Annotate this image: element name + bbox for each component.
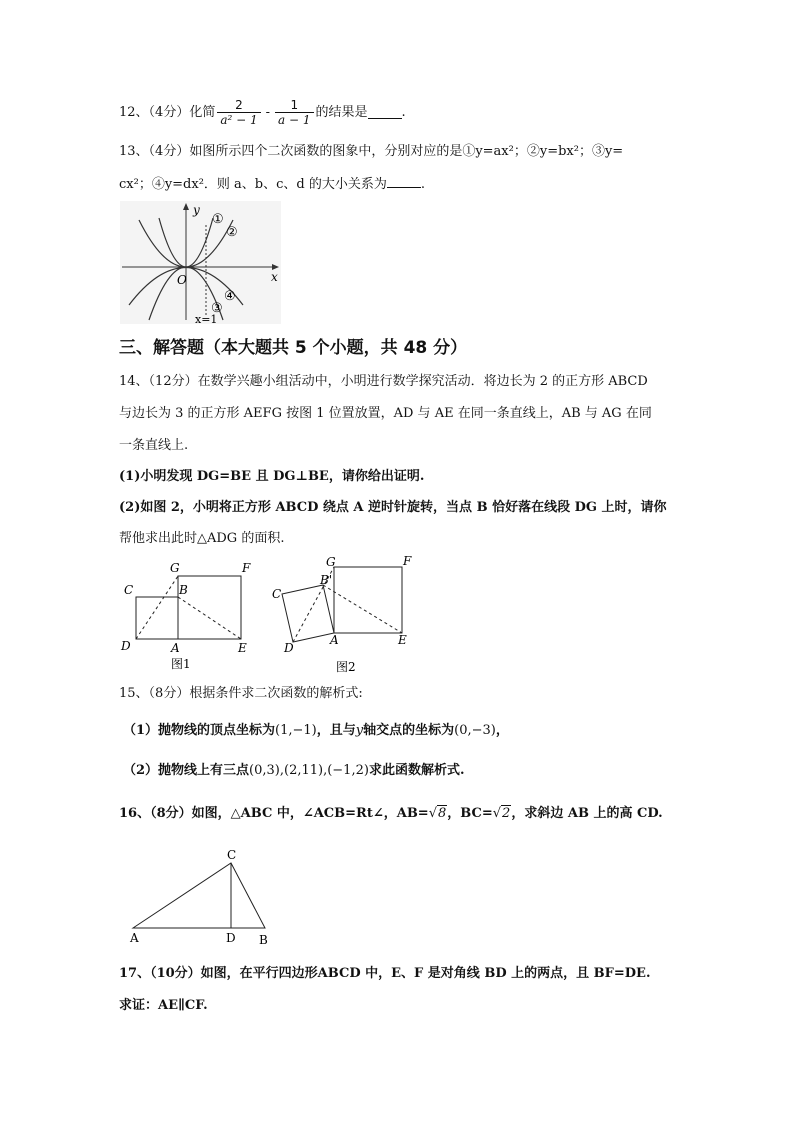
fig2-label-G: G bbox=[326, 555, 336, 569]
fig1-label-D: D bbox=[121, 639, 131, 653]
q15-intro: 15、（8分）根据条件求二次函数的解析式: bbox=[119, 686, 363, 701]
fig2-label-E: E bbox=[398, 633, 407, 647]
q13-origin-label: O bbox=[177, 273, 187, 287]
fig2-label-C: C bbox=[272, 587, 282, 601]
q12-suffix: 的结果是 bbox=[315, 104, 368, 120]
fig2-label-D: D bbox=[284, 641, 294, 655]
q13-x-equals-1-label: x=1 bbox=[195, 313, 218, 325]
fig1-label-E: E bbox=[238, 641, 247, 655]
q13-x-label: x bbox=[271, 270, 278, 284]
q12-fraction-2 bbox=[275, 98, 313, 127]
q15-p1-text-d: ， bbox=[495, 723, 509, 738]
q17-line-2: 求证：AE∥CF. bbox=[119, 998, 208, 1013]
q14-figure-1 bbox=[119, 556, 259, 674]
q15-part-2 bbox=[123, 761, 464, 781]
q15-p1-text-c: 轴交点的坐标为 bbox=[363, 723, 455, 738]
q13-curve-2-label: ② bbox=[226, 225, 238, 240]
fig1-caption: 图1 bbox=[171, 657, 191, 671]
q15-p2-points: (0,3),(2,11),(−1,2) bbox=[249, 763, 369, 778]
q14-part-2-line-1: (2)如图 2，小明将正方形 ABCD 绕点 A 逆时针旋转，当点 B 恰好落在线段 DG 上时，请你 bbox=[119, 500, 667, 515]
q15-p1-text-a: （1）抛物线的顶点坐标为 bbox=[123, 723, 276, 738]
q16-text-a: 16、（8分）如图，△ABC 中，∠ACB=Rt∠，AB= bbox=[119, 806, 429, 821]
fig2-label-A: A bbox=[330, 633, 339, 647]
fig2-label-F: F bbox=[403, 554, 412, 568]
q14-part-1: (1)小明发现 DG=BE 且 DG⊥BE，请你给出证明. bbox=[119, 469, 425, 484]
q13-y-label: y bbox=[193, 203, 200, 217]
fig2-label-B-prime: B' bbox=[320, 573, 333, 587]
q14-part-2-line-2: 帮他求出此时△ADG 的面积. bbox=[119, 531, 285, 546]
q17-line-1: 17、（10分）如图，在平行四边形ABCD 中，E、F 是对角线 BD 上的两点，且 BF=DE. bbox=[119, 966, 651, 981]
q15-part-1 bbox=[123, 721, 509, 741]
q12-frac1-numerator: 2 bbox=[217, 98, 260, 113]
fig1-label-B: B bbox=[179, 583, 188, 597]
q16-label-D: D bbox=[226, 931, 236, 945]
q13-curve-3-label: ③ bbox=[211, 301, 223, 316]
q13-end: . bbox=[420, 177, 426, 192]
q15-p1-y: y bbox=[355, 723, 364, 738]
fig1-label-A: A bbox=[171, 641, 180, 655]
q14-line-3: 一条直线上. bbox=[119, 438, 189, 453]
q12-prefix: 12、（4分）化简 bbox=[119, 104, 216, 120]
q14-line-2: 与边长为 3 的正方形 AEFG 按图 1 位置放置，AD 与 AE 在同一条直线上，AB 与 AG 在同 bbox=[119, 406, 652, 421]
q13-line-2 bbox=[119, 175, 425, 195]
q14-line-1: 14、（12分）在数学兴趣小组活动中，小明进行数学探究活动．将边长为 2 的正方形 ABCD bbox=[119, 374, 648, 389]
q16-label-B: B bbox=[259, 933, 268, 947]
q14-figure-2 bbox=[268, 552, 418, 676]
q12-frac2-numerator: 1 bbox=[275, 98, 313, 113]
q12-answer-blank bbox=[368, 106, 402, 119]
fig1-label-C: C bbox=[124, 583, 134, 597]
fig2-caption: 图2 bbox=[336, 660, 356, 674]
q13-parabola-figure bbox=[119, 200, 282, 325]
q15-p2-text-a: （2）抛物线上有三点 bbox=[123, 763, 250, 778]
q16-sqrt-8: √8 bbox=[428, 806, 447, 821]
q16-text-b: ，BC= bbox=[447, 806, 493, 821]
q16-text-c: ，求斜边 AB 上的高 CD. bbox=[511, 806, 663, 821]
q15-p1-text-b: ，且与 bbox=[316, 723, 356, 738]
q15-p2-text-b: 求此函数解析式. bbox=[368, 763, 465, 778]
q13-curve-1-label: ① bbox=[212, 212, 224, 227]
q13-line-2-text: cx²；④y=dx²．则 a、b、c、d 的大小关系为 bbox=[119, 177, 387, 192]
q16-label-C: C bbox=[227, 848, 237, 862]
q12-fraction-1 bbox=[217, 98, 260, 127]
q12-end: . bbox=[401, 104, 406, 120]
question-12 bbox=[119, 98, 406, 127]
q16-radicand-8: 8 bbox=[438, 806, 447, 821]
q13-answer-blank bbox=[387, 175, 421, 188]
q13-line-1: 13、（4分）如图所示四个二次函数的图象中，分别对应的是①y=ax²；②y=bx²；③y= bbox=[119, 144, 624, 159]
fig1-label-F: F bbox=[242, 561, 251, 575]
q15-p1-vertex: (1,−1) bbox=[275, 723, 317, 738]
q16-triangle-figure bbox=[125, 845, 280, 950]
q16-sqrt-2: √2 bbox=[492, 806, 511, 821]
fig1-label-G: G bbox=[170, 561, 180, 575]
q12-frac1-denominator: a² − 1 bbox=[220, 113, 258, 127]
q12-frac2-denominator: a − 1 bbox=[278, 113, 311, 127]
q16-radicand-2: 2 bbox=[502, 806, 511, 821]
q12-minus: - bbox=[265, 104, 271, 120]
section-3-title: 三、解答题（本大题共 5 个小题，共 48 分） bbox=[119, 338, 468, 358]
q16-label-A: A bbox=[130, 931, 139, 945]
q15-p1-intercept: (0,−3) bbox=[454, 723, 496, 738]
q16-text bbox=[119, 804, 663, 824]
q13-curve-4-label: ④ bbox=[224, 289, 236, 304]
